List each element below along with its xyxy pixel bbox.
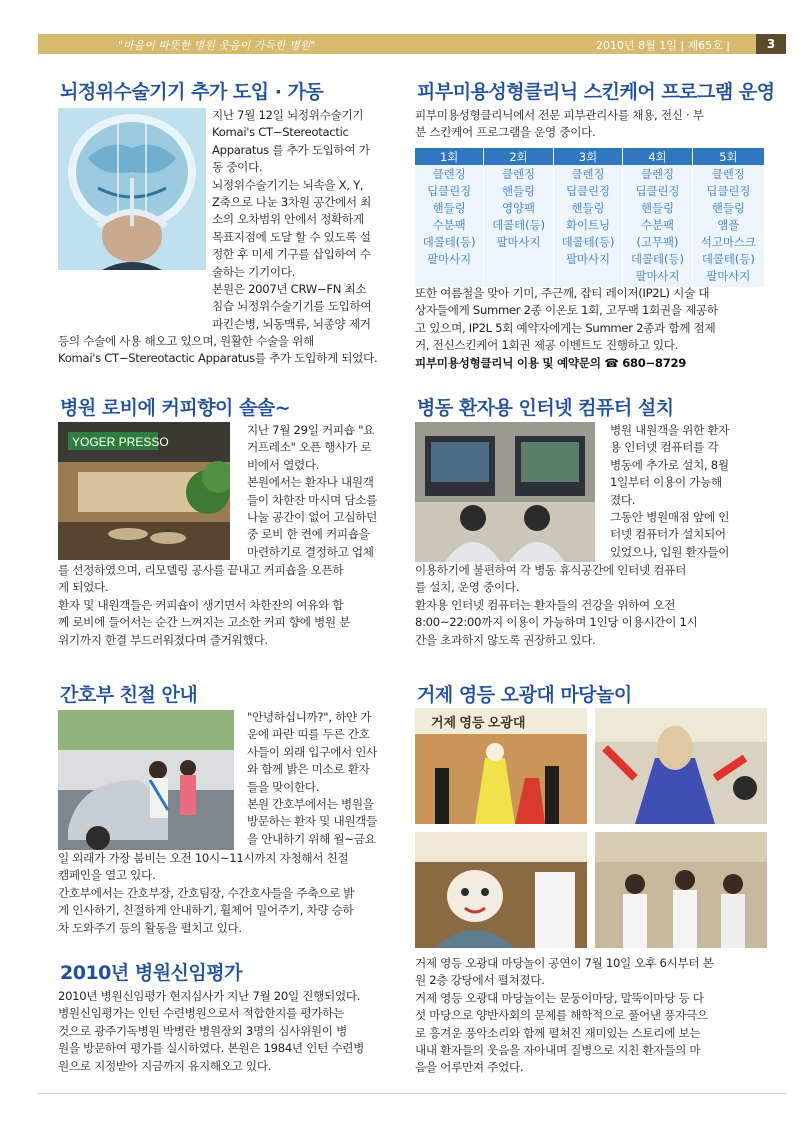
- table-cell-item: 팔마사지: [566, 252, 611, 266]
- nurse-body-wrap: [247, 709, 401, 848]
- table-cell-item: 앰플: [717, 218, 740, 232]
- text-line: 목표지점에 도달 할 수 있도록 설: [212, 229, 371, 244]
- page-header-bar: [38, 34, 786, 54]
- madang-photo-4: [595, 832, 767, 948]
- madang-photo-2: [595, 708, 767, 824]
- brain-scan-photo: [58, 108, 206, 270]
- text-line: 병원신임평가는 인턴 수련병원으로서 적합한지를 평가하는: [58, 1006, 345, 1021]
- nurse-body-full: [58, 850, 400, 937]
- internet-body-wrap: [610, 422, 766, 561]
- table-header-cell: 3회: [553, 148, 622, 165]
- madang-photo-1: [415, 708, 587, 824]
- text-line: 상자들에게 Summer 2종 이온토 1회, 고무팩 1회권을 제공하: [415, 303, 718, 318]
- madang-photo-3: [415, 832, 587, 948]
- text-line: 간을 초과하지 않도록 권장하고 있다.: [415, 632, 596, 647]
- text-line: 본원에서는 환자나 내원객: [247, 475, 374, 490]
- text-line: 피부미용성형클리닉에서 전문 피부관리사를 채용, 전신 · 부: [415, 108, 704, 122]
- table-cell-item: 딥클린징: [635, 184, 680, 198]
- coffee-shop-photo: [58, 422, 230, 560]
- table-cell-item: 핸들링: [502, 184, 536, 198]
- text-line: 거제 영등 오광대 마당놀이 공연이 7월 10일 오후 6시부터 본: [415, 956, 714, 970]
- text-line: 8:00~22:00까지 이용이 가능하며 1인당 이용시간이 1시: [415, 615, 698, 630]
- coffee-title: 병원 로비에 커피향이 솔솔~: [60, 397, 291, 419]
- text-line: 차 도와주기 등의 활동을 펼치고 있다.: [58, 920, 242, 935]
- text-line: 로 흥겨운 풍악소리와 함께 펼쳐진 재미있는 스토리에 보는: [415, 1025, 701, 1040]
- table-cell: [415, 165, 484, 287]
- coffee-body-wrap: [247, 422, 401, 561]
- text-line: 본원은 2007년 CRW−FN 최소: [212, 282, 367, 297]
- page-number: 3: [756, 34, 786, 54]
- text-line: 2010년 병원신임평가 현지심사가 지난 7월 20일 진행되었다.: [58, 989, 361, 1003]
- internet-computer-photo: [415, 422, 595, 562]
- text-line: 내내 환자들의 웃음을 자아내며 질병으로 지친 환자들의 마: [415, 1043, 701, 1058]
- table-cell-item: 딥클린징: [706, 184, 751, 198]
- text-line: 지난 7월 12일 뇌정위수술기기: [212, 108, 364, 122]
- text-line: 지난 7월 29일 커피숍 "요: [247, 423, 375, 437]
- text-line: 침습 뇌정위수술기기를 도입하여: [212, 299, 372, 314]
- table-cell: [692, 165, 764, 287]
- table-cell-item: 팔마사지: [496, 235, 541, 249]
- table-header-cell: 1회: [415, 148, 484, 165]
- text-line: 게 되었다.: [58, 580, 109, 595]
- text-line: 원으로 지정받아 지금까지 유지해오고 있다.: [58, 1058, 272, 1073]
- table-cell-item: 핸들링: [711, 201, 745, 215]
- table-cell-item: 영양팩: [502, 201, 536, 215]
- text-line: 이용하기에 불편하여 각 병동 휴식공간에 인터넷 컴퓨터: [415, 563, 687, 577]
- text-line: 간호부에서는 간호부장, 간호팀장, 수간호사들을 주축으로 밝: [58, 885, 355, 900]
- evaluation-title: 2010년 병원신임평가: [60, 962, 242, 984]
- text-line: Apparatus 를 추가 도입하여 가: [212, 142, 370, 157]
- text-line: 거, 전신스킨케어 1회권 제공 이벤트도 진행하고 있다.: [415, 338, 679, 353]
- table-cell-item: 핸들링: [432, 201, 466, 215]
- text-line: 을 안내하기 위해 월~금요: [247, 831, 376, 846]
- text-line: 터넷 컴퓨터가 설치되어: [610, 527, 726, 542]
- table-header-cell: 5회: [692, 148, 764, 165]
- table-cell-item: 클렌징: [640, 167, 674, 181]
- text-line: "안녕하십니까?", 하얀 가: [247, 710, 372, 724]
- text-line: 를 설치, 운영 중이다.: [415, 580, 520, 595]
- table-cell-item: 핸들링: [571, 201, 605, 215]
- text-line: 마련하기로 결정하고 업체: [247, 544, 374, 559]
- text-line: 정한 후 미세 기구를 삽입하여 수: [212, 247, 371, 262]
- table-cell-item: 수분팩: [432, 218, 466, 232]
- table-cell-item: 수분팩: [640, 218, 674, 232]
- text-line: 졌다.: [610, 492, 636, 507]
- table-header-cell: 4회: [623, 148, 692, 165]
- stereotactic-body-full: [58, 333, 400, 368]
- table-cell-item: 딥클린징: [427, 184, 472, 198]
- text-line: 환자 및 내원객들은 커피숍이 생기면서 차한잔의 여유와 함: [58, 597, 344, 612]
- table-cell-item: 석고마스크: [700, 235, 756, 249]
- nurse-greeting-photo: [58, 710, 234, 850]
- text-line: 중 로비 한 켠에 커피숍을: [247, 527, 370, 542]
- text-line: 환자용 인터넷 컴퓨터는 환자들의 건강을 위하여 오전: [415, 597, 676, 612]
- internet-title: 병동 환자용 인터넷 컴퓨터 설치: [417, 397, 674, 419]
- text-line: 원을 방문하여 평가를 실시하였다. 본원은 1984년 인턴 수련병: [58, 1041, 365, 1056]
- text-line: 병원 내원객을 위한 환자: [610, 423, 730, 437]
- table-cell-item: 데콜테(등): [422, 235, 476, 249]
- footer-divider: [38, 1093, 786, 1094]
- text-line: 등의 수술에 사용 해오고 있으며, 원활한 수술을 위해: [58, 334, 314, 348]
- text-line: 소의 오차범위 안에서 정확하게: [212, 212, 364, 227]
- nurse-title: 간호부 친절 안내: [60, 684, 198, 706]
- text-line: 비에서 열렸다.: [247, 457, 320, 472]
- madang-title: 거제 영등 오광대 마당놀이: [417, 684, 632, 706]
- table-row: [415, 165, 765, 287]
- text-line: Z축으로 나눈 3차원 공간에서 최: [212, 195, 372, 210]
- text-line: 위기까지 한결 부드러워졌다며 즐거워했다.: [58, 632, 268, 647]
- table-cell-item: 클렌징: [432, 167, 466, 181]
- skincare-intro: [415, 107, 767, 142]
- text-line: 파킨슨병, 뇌동맥류, 뇌종양 제거: [212, 316, 371, 331]
- table-cell-item: 클렌징: [571, 167, 605, 181]
- text-line: 거프레소" 오픈 행사가 로: [247, 440, 372, 455]
- text-line: 술하는 기기이다.: [212, 264, 296, 279]
- table-cell-item: 클렌징: [711, 167, 745, 181]
- text-line: 병동에 추가로 설치, 8월: [610, 457, 729, 472]
- internet-body-full: [415, 562, 767, 649]
- text-line: Komai's CT−Stereotactic Apparatus를 추가 도입하게 되었다.: [58, 351, 378, 366]
- table-cell: [553, 165, 622, 287]
- table-cell: [623, 165, 692, 287]
- svg-text:YOGER PRESSO: YOGER PRESSO: [72, 435, 169, 449]
- text-line: 들이 차한잔 마시며 담소를: [247, 492, 378, 507]
- text-line: 원 2층 강당에서 펼쳐졌다.: [415, 973, 545, 988]
- header-slogan: "마음이 따뜻한 병원 웃음이 가득한 병원": [118, 39, 316, 52]
- text-line: 사들이 외래 입구에서 인사: [247, 744, 378, 759]
- text-line: 음을 어루만져 주었다.: [415, 1060, 524, 1075]
- text-line: 와 함께 밝은 미소로 환자: [247, 762, 370, 777]
- skincare-body: [415, 285, 767, 372]
- table-cell: [484, 165, 553, 287]
- table-cell-item: 딥클린징: [566, 184, 611, 198]
- stereotactic-body-wrap: [212, 107, 400, 333]
- skincare-schedule-table: [415, 148, 765, 287]
- madang-body: [415, 955, 767, 1077]
- text-line: 캠페인을 열고 있다.: [58, 868, 156, 883]
- table-header-row: [415, 148, 765, 165]
- stereotactic-title: 뇌정위수술기기 추가 도입 · 가동: [60, 81, 324, 103]
- text-line: 일 외래가 가장 붐비는 오전 10시~11시까지 자청해서 친절: [58, 851, 349, 865]
- text-line: 그동안 병원매점 앞에 인: [610, 510, 730, 525]
- table-cell-item: 팔마사지: [427, 252, 472, 266]
- text-line: 거제 영등 오광대 마당놀이는 문둥이마당, 말뚝이마당 등 다: [415, 990, 704, 1005]
- text-line: 들을 맞이한다.: [247, 779, 320, 794]
- table-cell-item: 핸들링: [640, 201, 674, 215]
- text-line: 나눌 공간이 없어 고심하던: [247, 510, 378, 525]
- text-line: 뇌정위수술기기는 뇌속을 X, Y,: [212, 177, 364, 192]
- evaluation-body: [58, 988, 400, 1075]
- text-line: 있었으나, 입원 환자들이: [610, 544, 730, 559]
- text-line: 께 로비에 들어서는 순간 느껴지는 고소한 커피 향에 병원 분: [58, 615, 351, 630]
- text-line: 또한 여름철을 맞아 기미, 주근깨, 잡티 레이저(IP2L) 시술 대: [415, 286, 710, 300]
- text-line: 운에 파란 띠를 두른 간호: [247, 727, 370, 742]
- table-cell-item: 팔마사지: [706, 269, 751, 283]
- table-cell-item: 데콜테(등): [492, 218, 546, 232]
- header-date-issue: 2010년 8월 1일 | 제65호 |: [595, 39, 730, 52]
- text-line: 동 중이다.: [212, 160, 263, 175]
- text-line: 본원 간호부에서는 병원을: [247, 797, 374, 812]
- text-line: 섯 마당으로 양반사회의 문제를 해학적으로 풀어낸 풍자극으: [415, 1008, 708, 1023]
- table-cell-item: 화이트닝: [566, 218, 611, 232]
- text-line: 것으로 광주기독병원 박병란 병원장외 3명의 심사위원이 병: [58, 1023, 347, 1038]
- coffee-body-full: [58, 562, 400, 649]
- text-line: 를 선정하였으며, 리모델링 공사를 끝내고 커피숍을 오픈하: [58, 563, 344, 577]
- table-cell-item: 데콜테(등): [701, 252, 755, 266]
- skincare-contact: 피부미용성형클리닉 이용 및 예약문의 ☎ 680−8729: [415, 355, 687, 370]
- text-line: Komai's CT−Stereotactic: [212, 125, 349, 140]
- table-cell-item: 팔마사지: [635, 269, 680, 283]
- text-line: 용 인터넷 컴퓨터를 각: [610, 440, 719, 455]
- table-header-cell: 2회: [484, 148, 553, 165]
- text-line: 1일부터 이용이 가능해: [610, 475, 722, 490]
- madang-banner-text: 거제 영등 오광대: [431, 715, 526, 730]
- skincare-title: 피부미용성형클리닉 스킨케어 프로그램 운영: [417, 81, 775, 103]
- text-line: 분 스킨케어 프로그램을 운영 중이다.: [415, 125, 596, 140]
- text-line: 고 있으며, IP2L 5회 예약자에게는 Summer 2종과 함께 점제: [415, 320, 716, 335]
- table-cell-item: 데콜테(등): [631, 252, 684, 266]
- table-cell-item: (고무팩): [636, 235, 679, 249]
- text-line: 방문하는 환자 및 내원객들: [247, 814, 378, 829]
- table-cell-item: 데콜테(등): [561, 235, 615, 249]
- text-line: 게 인사하기, 친절하게 안내하기, 휠체어 밀어주기, 차량 승하: [58, 903, 354, 918]
- table-cell-item: 클렌징: [502, 167, 536, 181]
